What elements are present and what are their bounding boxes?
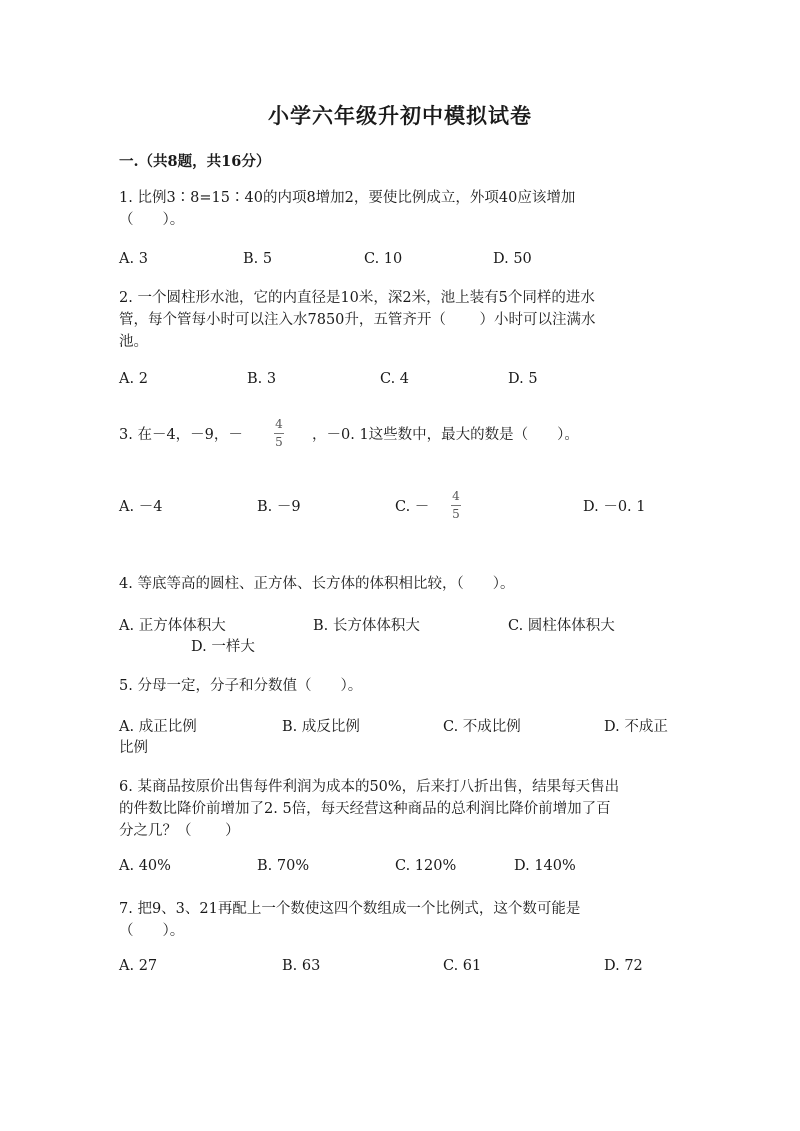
- fraction-bar: [451, 505, 461, 506]
- question-1-option-a: A. 3: [119, 251, 148, 267]
- question-7-option-b: B. 63: [282, 958, 321, 974]
- question-6-line-1: 6. 某商品按原价出售每件利润为成本的50%，后来打八折出售，结果每天售出: [119, 779, 620, 795]
- question-2-option-a: A. 2: [119, 371, 148, 387]
- question-4-option-c: C. 圆柱体体积大: [508, 618, 615, 634]
- question-2-line-2: 管，每个管每小时可以注入水7850升，五管齐开（ ）小时可以注满水: [119, 312, 596, 328]
- question-3-fraction: [274, 418, 284, 449]
- question-6-line-2: 的件数比降价前增加了2. 5倍，每天经营这种商品的总利润比降价前增加了百: [119, 801, 611, 817]
- section-heading: 一.（共8题，共16分）: [119, 153, 271, 170]
- question-3-option-d: D. －0. 1: [583, 499, 646, 515]
- question-3-option-a: A. －4: [119, 499, 163, 515]
- question-3-option-b: B. －9: [257, 499, 301, 515]
- question-6-option-c: C. 120%: [395, 858, 457, 874]
- question-2-option-c: C. 4: [380, 371, 410, 387]
- question-2-line-3: 池。: [119, 334, 148, 350]
- question-5-option-b: B. 成反比例: [282, 719, 360, 735]
- question-3-stem-end: ，－0. 1这些数中，最大的数是（ ）。: [312, 427, 579, 443]
- fraction-bar: [274, 433, 284, 434]
- fraction-numerator: 4: [452, 489, 460, 503]
- question-1-option-b: B. 5: [243, 251, 273, 267]
- question-3-option-c-fraction: [451, 490, 461, 521]
- question-1-line-2: （ ）。: [119, 212, 185, 228]
- question-4-option-a: A. 正方体体积大: [119, 618, 226, 634]
- question-1-option-c: C. 10: [364, 251, 403, 267]
- question-3-stem-start: 3. 在－4，－9，－: [119, 427, 243, 443]
- question-7-option-d: D. 72: [604, 958, 643, 974]
- question-6-line-3: 分之几？（ ）: [119, 823, 240, 839]
- page-title: 小学六年级升初中模拟试卷: [268, 103, 532, 128]
- question-4-option-d: D. 一样大: [191, 639, 255, 655]
- question-7-option-a: A. 27: [119, 958, 158, 974]
- question-1-line-1: 1. 比例3∶8=15∶40的内项8增加2，要使比例成立，外项40应该增加: [119, 190, 576, 206]
- question-5-option-c: C. 不成比例: [443, 719, 521, 735]
- question-5-option-a: A. 成正比例: [119, 719, 197, 735]
- question-1-option-d: D. 50: [493, 251, 532, 267]
- question-5-option-d: D. 不成正: [604, 719, 668, 735]
- fraction-numerator: 4: [275, 417, 283, 431]
- question-6-option-a: A. 40%: [119, 858, 171, 874]
- question-4-line-1: 4. 等底等高的圆柱、正方体、长方体的体积相比较，（ ）。: [119, 576, 515, 592]
- question-2-option-b: B. 3: [247, 371, 277, 387]
- question-2-option-d: D. 5: [508, 371, 538, 387]
- fraction-denominator: 5: [452, 507, 460, 521]
- question-6-option-d: D. 140%: [514, 858, 576, 874]
- question-5-line-1: 5. 分母一定，分子和分数值（ ）。: [119, 678, 363, 694]
- fraction-denominator: 5: [275, 435, 283, 449]
- question-7-option-c: C. 61: [443, 958, 482, 974]
- question-7-line-2: （ ）。: [119, 923, 185, 939]
- question-4-option-b: B. 长方体体积大: [313, 618, 420, 634]
- question-5-option-d-wrap: 比例: [119, 740, 148, 756]
- question-2-line-1: 2. 一个圆柱形水池，它的内直径是10米，深2米，池上装有5个同样的进水: [119, 290, 595, 306]
- question-3-option-c: C. －: [395, 499, 430, 515]
- question-6-option-b: B. 70%: [257, 858, 310, 874]
- question-7-line-1: 7. 把9、3、21再配上一个数使这四个数组成一个比例式，这个数可能是: [119, 901, 581, 917]
